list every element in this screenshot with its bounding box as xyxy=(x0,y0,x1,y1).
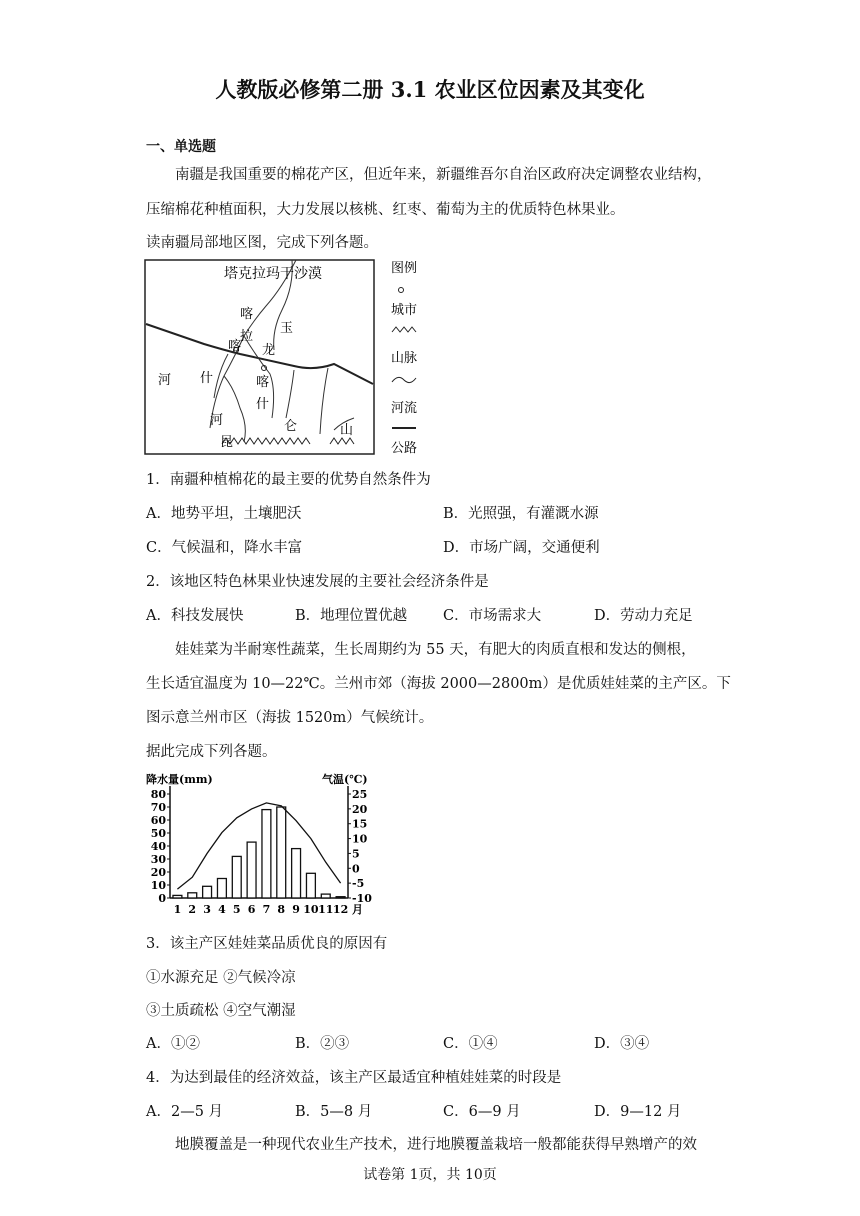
precip-bar xyxy=(217,879,226,899)
map-label-6: 喀 xyxy=(256,375,270,390)
y-axis-left-title: 降水量(mm) xyxy=(146,773,213,786)
q2-option-d: D．劳动力充足 xyxy=(594,608,693,624)
x-tick-label: 2 xyxy=(188,903,197,916)
x-tick-label: 10 xyxy=(303,903,319,916)
y-tick-right-label: 10 xyxy=(352,832,368,846)
map-desert-label: 塔克拉玛干沙漠 xyxy=(224,266,322,282)
x-tick-label: 12 xyxy=(332,903,349,916)
q2-option-b: B．地理位置优越 xyxy=(295,608,408,624)
q3-option-b: B．②③ xyxy=(295,1036,350,1052)
precip-bar xyxy=(306,873,315,898)
y-tick-left-label: 70 xyxy=(150,801,166,814)
y-tick-right-label: 15 xyxy=(352,817,368,831)
legend-river-symbol xyxy=(392,377,416,382)
map-label-8: 河 xyxy=(158,373,172,388)
y-tick-left-label: 80 xyxy=(150,788,166,801)
x-tick-label: 7 xyxy=(262,903,271,916)
legend-city-symbol xyxy=(399,288,404,293)
q2-option-a: A．科技发展快 xyxy=(146,608,244,624)
y-tick-left-label: 20 xyxy=(150,866,166,879)
q3-items-1: ①水源充足 ②气候冷凉 xyxy=(146,970,296,986)
x-tick-label: 1 xyxy=(173,903,182,916)
y-tick-right-label: -10 xyxy=(352,892,372,905)
y-axis-right-title: 气温(℃) xyxy=(322,773,368,786)
q4-option-d: D．9—12 月 xyxy=(594,1104,682,1120)
y-tick-right-label: 0 xyxy=(352,862,360,876)
map-label-3: 喀 xyxy=(228,339,242,354)
q1-option-c: C．气候温和，降水丰富 xyxy=(146,540,303,556)
y-tick-left-label: 10 xyxy=(150,879,166,892)
y-tick-right-label: 25 xyxy=(352,788,368,801)
passage2-line3: 图示意兰州市区（海拔 1520m）气候统计。 xyxy=(146,710,434,726)
x-tick-label: 4 xyxy=(218,903,226,916)
legend-title: 图例 xyxy=(391,261,418,276)
legend-city: 城市 xyxy=(391,303,418,318)
y-tick-left-label: 0 xyxy=(158,892,166,905)
q4-stem: 4．为达到最佳的经济效益，该主产区最适宜种植娃娃菜的时段是 xyxy=(146,1070,562,1086)
climate-chart xyxy=(144,772,400,920)
passage1-line1: 南疆是我国重要的棉花产区，但近年来，新疆维吾尔自治区政府决定调整农业结构， xyxy=(175,167,712,183)
q3-option-c: C．①④ xyxy=(443,1036,498,1052)
q4-option-a: A．2—5 月 xyxy=(146,1104,224,1120)
q4-option-b: B．5—8 月 xyxy=(295,1104,373,1120)
map-label-9: 什 xyxy=(200,371,214,386)
temperature-line xyxy=(177,803,340,889)
passage1-line3: 读南疆局部地区图，完成下列各题。 xyxy=(146,235,378,251)
legend-mountain-symbol xyxy=(392,327,416,332)
x-tick-label: 8 xyxy=(277,903,286,916)
passage2-line4: 据此完成下列各题。 xyxy=(146,744,277,760)
y-tick-left-label: 50 xyxy=(150,827,166,840)
precip-bar xyxy=(321,894,330,898)
x-tick-label: 9 xyxy=(292,903,300,916)
q3-option-a: A．①② xyxy=(146,1036,200,1052)
precip-bar xyxy=(262,810,271,898)
map-label-10: 河 xyxy=(210,413,224,428)
y-tick-left-label: 40 xyxy=(150,840,166,853)
legend-road: 公路 xyxy=(391,441,418,456)
q1-stem: 1．南疆种植棉花的最主要的优势自然条件为 xyxy=(146,472,431,488)
page-title: 人教版必修第二册 3.1 农业区位因素及其变化 xyxy=(215,77,645,102)
x-tick-label: 6 xyxy=(247,903,256,916)
precip-bar xyxy=(173,895,182,898)
passage2-line1: 娃娃菜为半耐寒性蔬菜，生长周期约为 55 天，有肥大的肉质直根和发达的侧根， xyxy=(175,642,696,658)
x-tick-label: 3 xyxy=(203,903,211,916)
precip-bar xyxy=(232,856,241,898)
passage3-line1: 地膜覆盖是一种现代农业生产技术，进行地膜覆盖栽培一般都能获得早熟增产的效 xyxy=(175,1137,697,1153)
passage2-line2: 生长适宜温度为 10—22℃。兰州市郊（海拔 2000—2800m）是优质娃娃菜的主产区。下 xyxy=(146,676,731,692)
passage1-line2: 压缩棉花种植面积，大力发展以核桃、红枣、葡萄为主的优质特色林果业。 xyxy=(146,202,625,218)
south-xinjiang-map xyxy=(144,258,424,456)
map-label-4: 玉 xyxy=(280,321,294,336)
map-label-11: 昆 xyxy=(220,435,234,450)
map-label-12: 仑 xyxy=(284,419,298,434)
q2-option-c: C．市场需求大 xyxy=(443,608,542,624)
map-label-5: 龙 xyxy=(262,343,276,358)
q1-option-d: D．市场广阔，交通便利 xyxy=(443,540,600,556)
q3-items-2: ③土质疏松 ④空气潮湿 xyxy=(146,1003,296,1019)
page-footer: 试卷第 1页，共 10页 xyxy=(363,1167,497,1183)
y-tick-right-label: 20 xyxy=(352,802,368,816)
x-axis-unit: 月 xyxy=(352,903,363,916)
q1-option-b: B．光照强，有灌溉水源 xyxy=(443,506,599,522)
section-heading: 一、单选题 xyxy=(146,139,216,155)
q3-stem: 3．该主产区娃娃菜品质优良的原因有 xyxy=(146,936,388,952)
legend-river: 河流 xyxy=(391,401,418,416)
q2-stem: 2．该地区特色林果业快速发展的主要社会经济条件是 xyxy=(146,574,489,590)
map-label-13: 山 xyxy=(340,423,354,438)
q4-option-c: C．6—9 月 xyxy=(443,1104,521,1120)
precip-bar xyxy=(247,842,256,898)
y-tick-left-label: 30 xyxy=(150,853,166,866)
q3-option-d: D．③④ xyxy=(594,1036,650,1052)
precip-bar xyxy=(277,807,286,898)
map-label-7: 什 xyxy=(256,397,270,412)
precip-bar xyxy=(292,849,301,898)
x-tick-label: 5 xyxy=(232,903,241,916)
map-label-2: 拉 xyxy=(240,329,254,344)
q1-option-a: A．地势平坦，土壤肥沃 xyxy=(146,506,302,522)
x-tick-label: 11 xyxy=(318,903,334,916)
y-tick-left-label: 60 xyxy=(150,814,166,827)
y-tick-right-label: -5 xyxy=(352,877,365,891)
precip-bar xyxy=(188,893,197,898)
legend-mountain: 山脉 xyxy=(391,351,418,366)
y-tick-right-label: 5 xyxy=(352,847,360,861)
precip-bar xyxy=(203,886,212,898)
map-label-1: 喀 xyxy=(240,307,254,322)
precip-bar xyxy=(336,897,345,898)
